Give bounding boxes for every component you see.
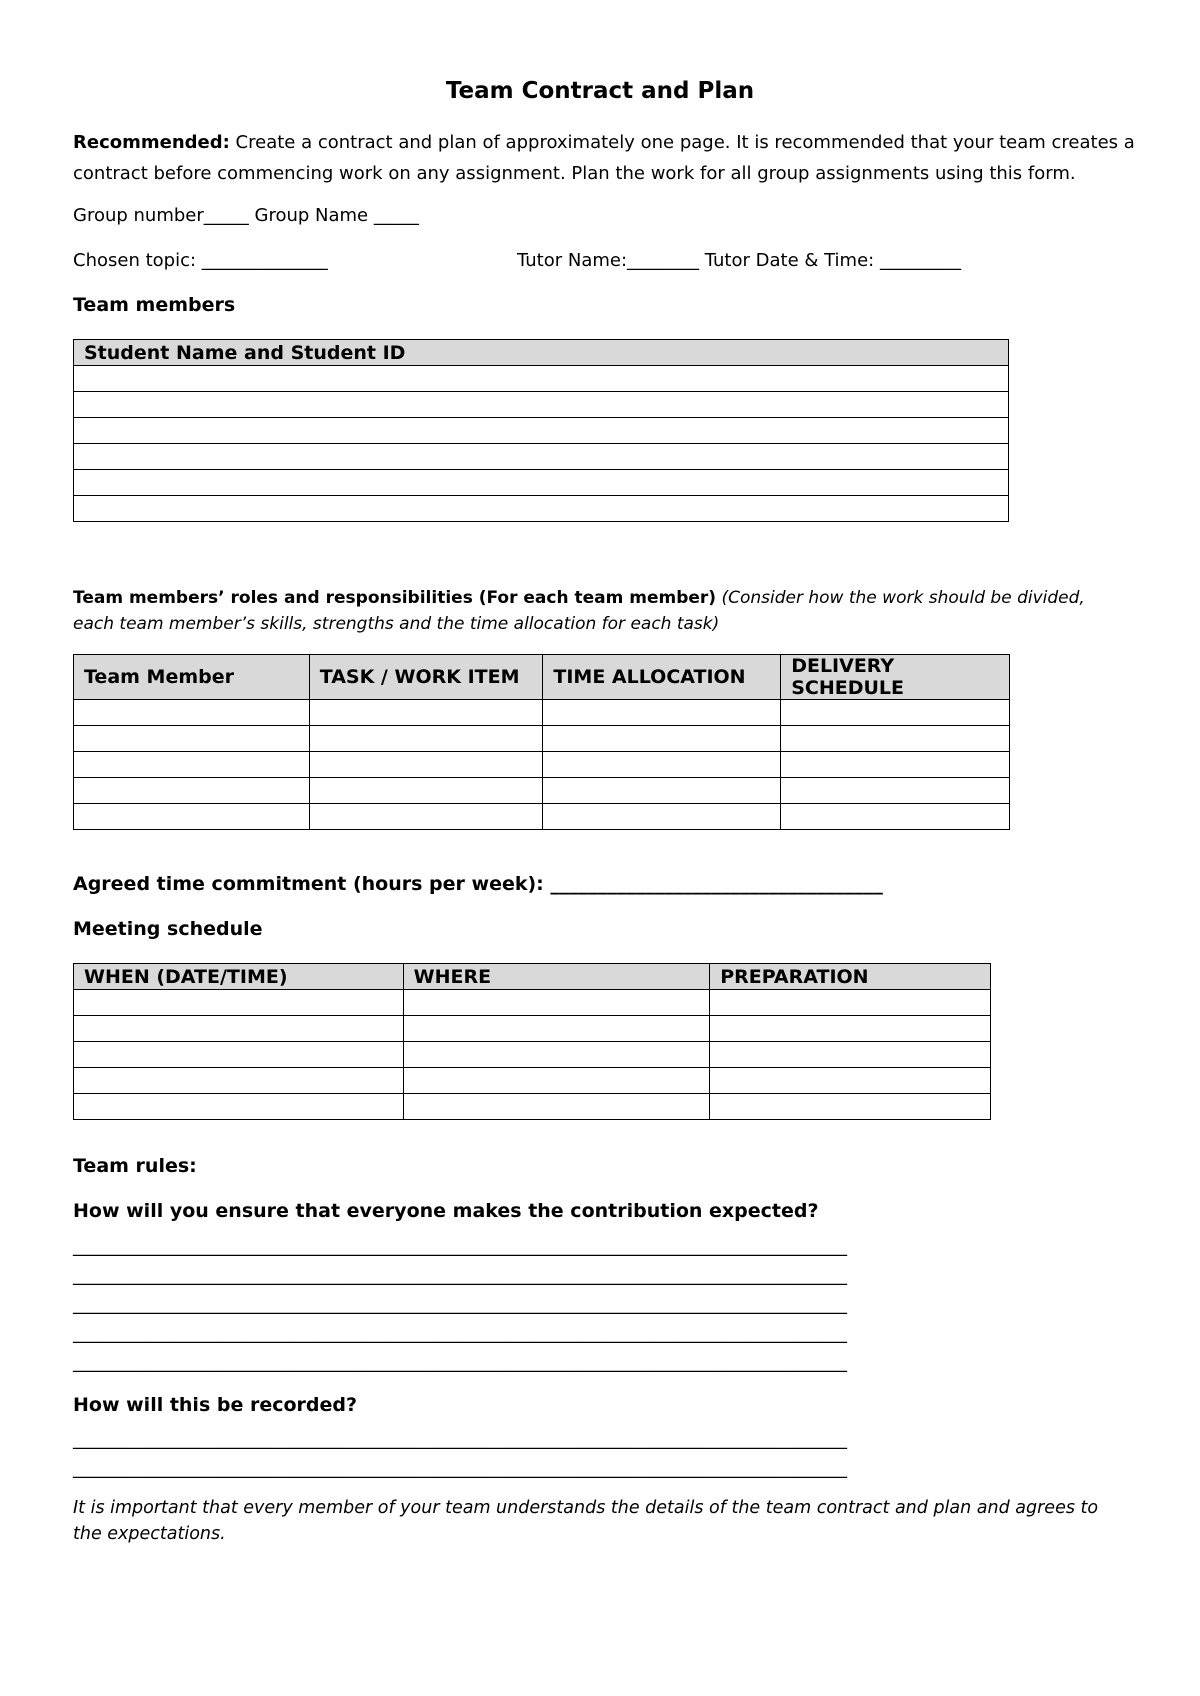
column-header: Student Name and Student ID — [74, 340, 1009, 366]
table-row — [74, 1016, 991, 1042]
column-header: TASK / WORK ITEM — [309, 655, 543, 700]
table-cell[interactable] — [74, 392, 1009, 418]
table-cell[interactable] — [710, 1016, 991, 1042]
table-cell[interactable] — [403, 1094, 710, 1120]
table-row — [74, 470, 1009, 496]
column-header: DELIVERY SCHEDULE — [781, 655, 1010, 700]
table-cell[interactable] — [543, 726, 781, 752]
table-row — [74, 804, 1010, 830]
table-cell[interactable] — [543, 778, 781, 804]
contribution-answer-lines[interactable] — [73, 1232, 847, 1377]
table-cell[interactable] — [710, 1068, 991, 1094]
table-cell[interactable] — [781, 726, 1010, 752]
column-header: WHEN (DATE/TIME) — [74, 964, 404, 990]
table-cell[interactable] — [309, 752, 543, 778]
column-header: PREPARATION — [710, 964, 991, 990]
team-members-heading: Team members — [73, 294, 236, 316]
roles-table — [73, 654, 1010, 830]
answer-line[interactable]: ______________________________________________________________________________________ — [73, 1458, 847, 1479]
column-header: Team Member — [74, 655, 310, 700]
table-cell[interactable] — [74, 1042, 404, 1068]
table-cell[interactable] — [309, 726, 543, 752]
table-cell[interactable] — [543, 804, 781, 830]
meeting-schedule-table — [73, 963, 991, 1120]
answer-line[interactable]: ______________________________________________________________________________________ — [73, 1429, 847, 1450]
recording-question: How will this be recorded? — [73, 1394, 358, 1416]
table-cell[interactable] — [309, 804, 543, 830]
meeting-schedule-heading: Meeting schedule — [73, 918, 263, 940]
answer-line[interactable]: ______________________________________________________________________________________ — [73, 1352, 847, 1373]
table-cell[interactable] — [543, 752, 781, 778]
table-cell[interactable] — [403, 1016, 710, 1042]
table-row — [74, 1068, 991, 1094]
table-cell[interactable] — [74, 726, 310, 752]
answer-line[interactable]: ______________________________________________________________________________________ — [73, 1323, 847, 1344]
roles-instructions — [73, 585, 1123, 637]
table-row — [74, 496, 1009, 522]
table-cell[interactable] — [74, 496, 1009, 522]
table-cell[interactable] — [74, 470, 1009, 496]
table-row — [74, 1042, 991, 1068]
table-cell[interactable] — [781, 752, 1010, 778]
answer-line[interactable]: ______________________________________________________________________________________ — [73, 1265, 847, 1286]
table-cell[interactable] — [710, 990, 991, 1016]
table-cell[interactable] — [74, 1016, 404, 1042]
intro-label: Recommended: — [73, 132, 230, 153]
table-row — [74, 418, 1009, 444]
table-cell[interactable] — [74, 418, 1009, 444]
answer-line[interactable]: ______________________________________________________________________________________ — [73, 1294, 847, 1315]
contribution-question: How will you ensure that everyone makes the contribution expected? — [73, 1200, 819, 1222]
roles-hint: (Consider how the work should be divided, each team member’s skills, strengths and the time allocation for each task) — [73, 588, 1085, 634]
roles-lead: Team members’ roles and responsibilities (For each team member) — [73, 588, 717, 608]
table-cell[interactable] — [710, 1094, 991, 1120]
table-cell[interactable] — [781, 700, 1010, 726]
group-field-line[interactable]: Group number_____ Group Name _____ — [73, 205, 419, 226]
page-title: Team Contract and Plan — [445, 78, 755, 104]
table-row — [74, 700, 1010, 726]
table-cell[interactable] — [710, 1042, 991, 1068]
table-cell[interactable] — [781, 778, 1010, 804]
closing-note: It is important that every member of your team understands the details of the team contract and plan and agrees to the expectations. — [73, 1498, 1099, 1544]
tutor-field-line[interactable]: Tutor Name:________ Tutor Date & Time: _________ — [517, 250, 961, 271]
table-cell[interactable] — [543, 700, 781, 726]
column-header: TIME ALLOCATION — [543, 655, 781, 700]
table-cell[interactable] — [74, 1094, 404, 1120]
table-cell[interactable] — [74, 1068, 404, 1094]
table-row — [74, 366, 1009, 392]
chosen-topic-field[interactable]: Chosen topic: ______________ — [73, 250, 328, 271]
time-commitment-field[interactable]: Agreed time commitment (hours per week): ___________________________________ — [73, 873, 883, 895]
table-cell[interactable] — [74, 752, 310, 778]
table-cell[interactable] — [74, 804, 310, 830]
table-row — [74, 726, 1010, 752]
table-cell[interactable] — [74, 444, 1009, 470]
intro-paragraph — [73, 127, 1153, 189]
table-row — [74, 392, 1009, 418]
table-row — [74, 1094, 991, 1120]
table-cell[interactable] — [781, 804, 1010, 830]
table-row — [74, 444, 1009, 470]
intro-text: Create a contract and plan of approximately one page. It is recommended that your team creates a contract before commencing work on any assignment. Plan the work for all group assignments using this form. — [73, 132, 1135, 184]
table-row — [74, 990, 991, 1016]
table-cell[interactable] — [74, 778, 310, 804]
table-cell[interactable] — [74, 700, 310, 726]
table-cell[interactable] — [309, 778, 543, 804]
table-cell[interactable] — [403, 990, 710, 1016]
team-rules-heading: Team rules: — [73, 1155, 197, 1177]
table-cell[interactable] — [74, 990, 404, 1016]
table-cell[interactable] — [403, 1042, 710, 1068]
column-header: WHERE — [403, 964, 710, 990]
table-row — [74, 778, 1010, 804]
table-row — [74, 752, 1010, 778]
table-cell[interactable] — [74, 366, 1009, 392]
recording-answer-lines[interactable] — [73, 1425, 847, 1483]
table-cell[interactable] — [309, 700, 543, 726]
table-cell[interactable] — [403, 1068, 710, 1094]
answer-line[interactable]: ______________________________________________________________________________________ — [73, 1236, 847, 1257]
team-members-table — [73, 339, 1009, 522]
